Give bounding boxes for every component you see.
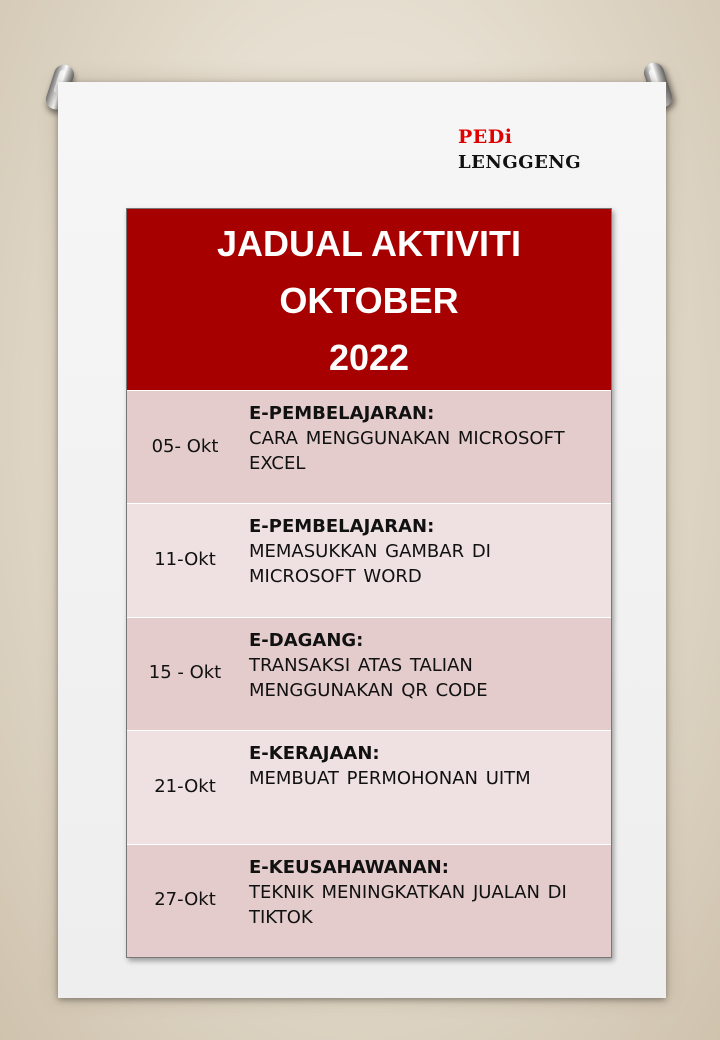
- activity-cell: [243, 845, 611, 957]
- table-row: [127, 617, 611, 730]
- activity-date: 11-Okt: [154, 549, 216, 571]
- activity-cell: [243, 618, 611, 730]
- table-row: [127, 730, 611, 843]
- activity-description: MEMBUAT PERMOHONAN UITM: [249, 768, 531, 790]
- schedule-title: [127, 209, 611, 390]
- activity-category: E-PEMBELAJARAN:: [249, 516, 435, 538]
- title-line-3: 2022: [328, 337, 410, 378]
- brand-logo-text: [458, 128, 581, 173]
- activity-cell: [243, 731, 611, 843]
- activity-description: CARA MENGGUNAKAN MICROSOFT EXCEL: [249, 428, 565, 474]
- table-row: [127, 844, 611, 957]
- title-line-1: JADUAL AKTIVITI: [216, 223, 521, 264]
- activity-cell: [243, 504, 611, 616]
- activity-category: E-KERAJAAN:: [249, 743, 380, 765]
- table-row: [127, 390, 611, 503]
- activity-category: E-DAGANG:: [249, 629, 364, 651]
- brand-pedi: PEDi: [458, 126, 513, 148]
- table-row: [127, 503, 611, 616]
- activity-date: 21-Okt: [154, 775, 216, 797]
- activity-date: 05- Okt: [151, 435, 219, 457]
- activity-date: 27-Okt: [154, 889, 216, 911]
- activity-category: E-KEUSAHAWANAN:: [249, 856, 449, 878]
- schedule-table: [126, 208, 612, 958]
- brand-location: LENGGENG: [458, 151, 582, 173]
- activity-category: E-PEMBELAJARAN:: [249, 403, 435, 424]
- activity-date: 15 - Okt: [148, 662, 222, 684]
- title-line-2: OKTOBER: [279, 280, 459, 321]
- activity-description: MEMASUKKAN GAMBAR DI MICROSOFT WORD: [249, 541, 491, 588]
- activity-cell: [243, 391, 611, 503]
- activity-description: TEKNIK MENINGKATKAN JUALAN DI TIKTOK: [249, 881, 567, 928]
- activity-description: TRANSAKSI ATAS TALIAN MENGGUNAKAN QR CODE: [249, 654, 488, 701]
